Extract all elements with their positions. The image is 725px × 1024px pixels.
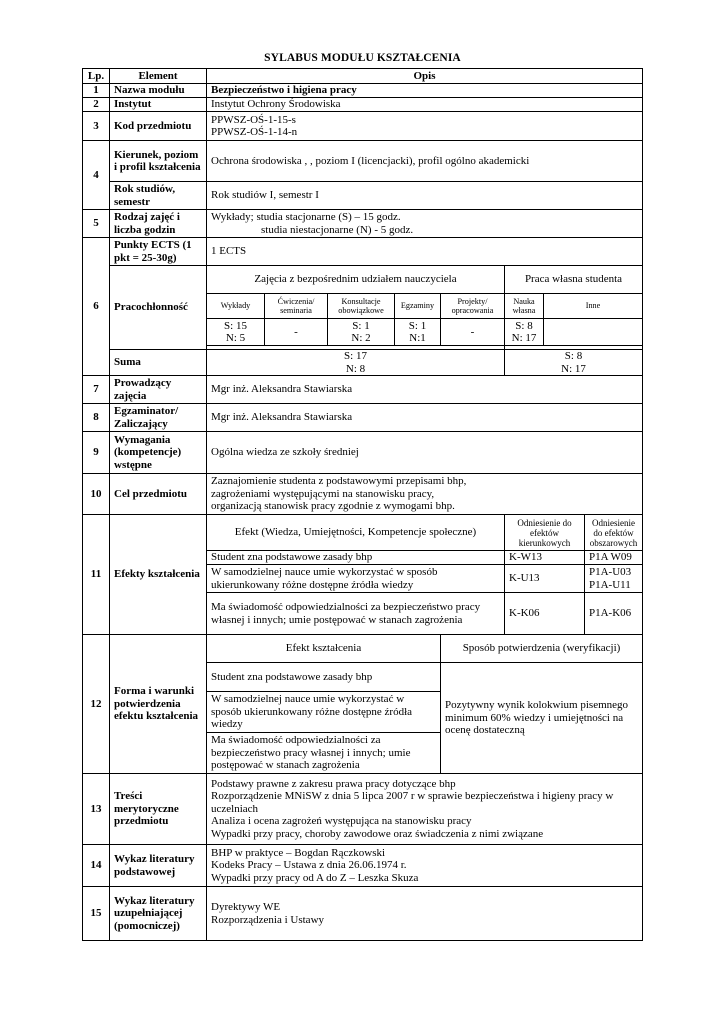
row-label: Wymagania (kompetencje) wstępne bbox=[110, 432, 207, 474]
row-label: Kod przedmiotu bbox=[110, 112, 207, 141]
ref-area-header: Odniesienie do efektów obszarowych bbox=[585, 515, 643, 551]
row-5 bbox=[83, 210, 643, 238]
row-value bbox=[207, 210, 643, 238]
ref-direction-header: Odniesienie do efektów kierunkowych bbox=[505, 515, 585, 551]
effect-header: Efekt (Wiedza, Umiejętności, Kompetencje społeczne) bbox=[207, 515, 505, 551]
syllabus-table bbox=[82, 68, 643, 941]
row-number: 14 bbox=[83, 845, 110, 887]
effect-text: W samodzielnej nauce umie wykorzystać w sposób ukierunkowany różne dostępne źródła wiedzy bbox=[207, 692, 441, 733]
effect-text: Ma świadomość odpowiedzialności za bezpieczeństwo pracy własnej i innych; umie postępować w stanach zagrożenia bbox=[207, 733, 441, 774]
row-value: Instytut Ochrony Środowiska bbox=[207, 98, 643, 112]
row-label: Prowadzący zajęcia bbox=[110, 376, 207, 404]
row-number: 11 bbox=[83, 515, 110, 635]
effect-header: Efekt kształcenia bbox=[207, 635, 441, 663]
row-8 bbox=[83, 404, 643, 432]
effect-text: W samodzielnej nauce umie wykorzystać w sposób ukierunkowany różne dostępne źródła wiedzy bbox=[207, 565, 505, 593]
row-number: 3 bbox=[83, 112, 110, 141]
row-number: 8 bbox=[83, 404, 110, 432]
header-row bbox=[83, 69, 643, 84]
ref-area: P1A-U03 P1A-U11 bbox=[585, 565, 643, 593]
ref-direction: K-U13 bbox=[505, 565, 585, 593]
ref-area: P1A-K06 bbox=[585, 593, 643, 635]
verification-header: Sposób potwierdzenia (weryfikacji) bbox=[441, 635, 643, 663]
row-number: 1 bbox=[83, 84, 110, 98]
row-label: Instytut bbox=[110, 98, 207, 112]
row-label: Wykaz literatury podstawowej bbox=[110, 845, 207, 887]
header-lp: Lp. bbox=[83, 69, 110, 84]
row-6-groups bbox=[83, 266, 643, 294]
row-value: Podstawy prawne z zakresu prawa pracy dotyczące bhp Rozporządzenie MNiSW z dnia 5 lipca 2007 r w sprawie bezpieczeństwa i higieny pracy w uczelniach Analiza i ocena zagrożeń występująca na stanowisku pracy Wypadki przy pracy, choroby zawodowe oraz świadczenia z nimi związane bbox=[207, 774, 643, 845]
val-wyklady: S: 15 N: 5 bbox=[207, 319, 265, 346]
row-value bbox=[207, 112, 643, 141]
val-konsultacje: S: 1 N: 2 bbox=[328, 319, 395, 346]
row-number: 15 bbox=[83, 887, 110, 941]
document-title: SYLABUS MODUŁU KSZTAŁCENIA bbox=[264, 52, 461, 64]
row-number: 2 bbox=[83, 98, 110, 112]
row-number: 6 bbox=[83, 238, 110, 376]
row-12-head bbox=[83, 635, 643, 663]
effect-text: Ma świadomość odpowiedzialności za bezpieczeństwo pracy własnej i innych; umie postępować w stanach zagrożenia bbox=[207, 593, 505, 635]
row-9 bbox=[83, 432, 643, 474]
teacher-hours-group: Zajęcia z bezpośrednim udziałem nauczyciela bbox=[207, 266, 505, 294]
col-konsultacje: Konsultacje obowiązkowe bbox=[328, 294, 395, 319]
effect-text: Student zna podstawowe zasady bhp bbox=[207, 551, 505, 565]
col-projekty: Projekty/ opracowania bbox=[441, 294, 505, 319]
verification-text: Pozytywny wynik kolokwium pisemnego minimum 60% wiedzy i umiejętności na ocenę dostateczną bbox=[441, 663, 643, 774]
student-work-group: Praca własna studenta bbox=[505, 266, 643, 294]
row-value: Zaznajomienie studenta z podstawowymi przepisami bhp, zagrożeniami występującymi na stanowisku pracy, organizacją stanowisk pracy zgodnie z wymogami bhp. bbox=[207, 474, 643, 515]
row-13 bbox=[83, 774, 643, 845]
row-value: Ochrona środowiska , , poziom I (licencjacki), profil ogólno akademicki bbox=[207, 141, 643, 182]
row-value: Dyrektywy WE Rozporządzenia i Ustawy bbox=[207, 887, 643, 941]
effect-text: Student zna podstawowe zasady bhp bbox=[207, 663, 441, 692]
row-6-suma bbox=[83, 350, 643, 376]
row-value: Ogólna wiedza ze szkoły średniej bbox=[207, 432, 643, 474]
ects-label: Punkty ECTS (1 pkt = 25-30g) bbox=[110, 238, 207, 266]
val-projekty: - bbox=[441, 319, 505, 346]
row-value: Rok studiów I, semestr I bbox=[207, 182, 643, 210]
col-egzaminy: Egzaminy bbox=[395, 294, 441, 319]
col-cwiczenia: Ćwiczenia/ seminaria bbox=[265, 294, 328, 319]
row-6-ects bbox=[83, 238, 643, 266]
row-number: 10 bbox=[83, 474, 110, 515]
row-value: Mgr inż. Aleksandra Stawiarska bbox=[207, 404, 643, 432]
row-label: Wykaz literatury uzupełniającej (pomocniczej) bbox=[110, 887, 207, 941]
header-element: Element bbox=[110, 69, 207, 84]
row-number: 7 bbox=[83, 376, 110, 404]
row-number: 9 bbox=[83, 432, 110, 474]
val-nauka: S: 8 N: 17 bbox=[505, 319, 544, 346]
row-number: 5 bbox=[83, 210, 110, 238]
row-value: Bezpieczeństwo i higiena pracy bbox=[207, 84, 643, 98]
val-egzaminy: S: 1 N:1 bbox=[395, 319, 441, 346]
row-value: Mgr inż. Aleksandra Stawiarska bbox=[207, 376, 643, 404]
sum-label: Suma bbox=[110, 350, 207, 376]
sum-teacher: S: 17 N: 8 bbox=[207, 350, 505, 376]
row-label: Treści merytoryczne przedmiotu bbox=[110, 774, 207, 845]
row-label: Cel przedmiotu bbox=[110, 474, 207, 515]
col-nauka: Nauka własna bbox=[505, 294, 544, 319]
row-15 bbox=[83, 887, 643, 941]
sum-student: S: 8 N: 17 bbox=[505, 350, 643, 376]
row-11-head bbox=[83, 515, 643, 551]
col-wyklady: Wykłady bbox=[207, 294, 265, 319]
row-label: Efekty kształcenia bbox=[110, 515, 207, 635]
row-label: Rok studiów, semestr bbox=[110, 182, 207, 210]
ref-direction: K-K06 bbox=[505, 593, 585, 635]
code-line: PPWSZ-OŚ-1-15-s bbox=[211, 113, 296, 126]
row-label: Egzaminator/ Zaliczający bbox=[110, 404, 207, 432]
row-10 bbox=[83, 474, 643, 515]
col-inne: Inne bbox=[544, 294, 643, 319]
workload-label: Pracochłonność bbox=[110, 266, 207, 350]
ref-area: P1A W09 bbox=[585, 551, 643, 565]
hours-line: studia niestacjonarne (N) - 5 godz. bbox=[261, 223, 414, 236]
row-label: Nazwa modułu bbox=[110, 84, 207, 98]
hours-line: Wykłady; studia stacjonarne (S) – 15 godz. bbox=[211, 211, 401, 223]
row-value: BHP w praktyce – Bogdan Rączkowski Kodeks Pracy – Ustawa z dnia 26.06.1974 r. Wypadki przy pracy od A do Z – Leszka Skuza bbox=[207, 845, 643, 887]
row-label: Kierunek, poziom i profil kształcenia bbox=[110, 141, 207, 182]
row-14 bbox=[83, 845, 643, 887]
row-4b bbox=[83, 182, 643, 210]
row-1 bbox=[83, 84, 643, 98]
row-label: Rodzaj zajęć i liczba godzin bbox=[110, 210, 207, 238]
header-opis: Opis bbox=[207, 69, 643, 84]
val-inne bbox=[544, 319, 643, 346]
row-2 bbox=[83, 98, 643, 112]
row-7 bbox=[83, 376, 643, 404]
ects-value: 1 ECTS bbox=[207, 238, 643, 266]
row-number: 12 bbox=[83, 635, 110, 774]
ref-direction: K-W13 bbox=[505, 551, 585, 565]
code-line: PPWSZ-OŚ-1-14-n bbox=[211, 126, 298, 138]
row-3 bbox=[83, 112, 643, 141]
val-cwiczenia: - bbox=[265, 319, 328, 346]
row-number: 4 bbox=[83, 141, 110, 210]
row-label: Forma i warunki potwierdzenia efektu kształcenia bbox=[110, 635, 207, 774]
row-number: 13 bbox=[83, 774, 110, 845]
row-4 bbox=[83, 141, 643, 182]
